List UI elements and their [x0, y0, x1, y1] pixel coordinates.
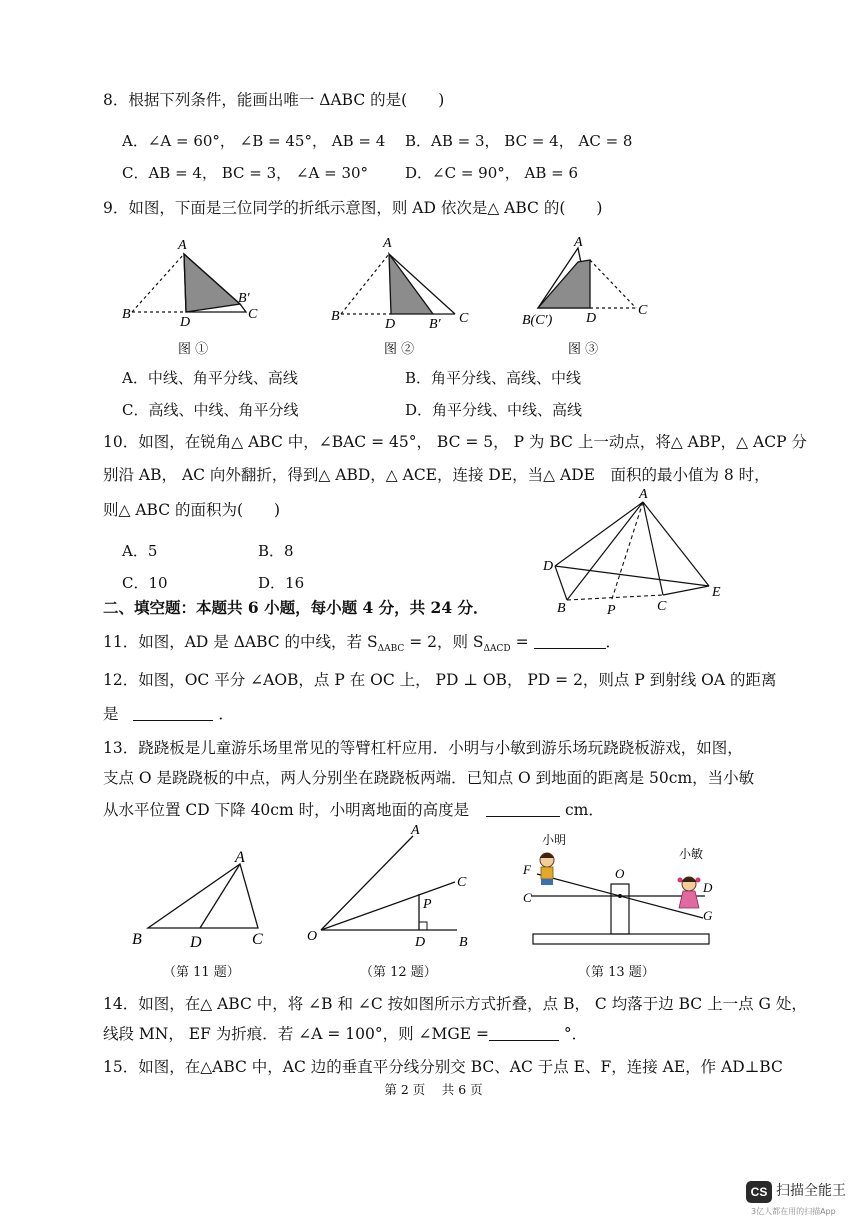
q11-caption: （第 11 题） [163, 965, 240, 980]
fig3-label-a: A [574, 235, 583, 250]
q8-option-a: A．∠A = 60°， ∠B = 45°， AB = 4 [122, 132, 386, 150]
q11-figure [128, 848, 278, 952]
q10-figure [535, 480, 735, 620]
q12-label-c: C [457, 875, 467, 890]
q10-line-1: 10．如图，在锐角△ ABC 中，∠BAC = 45°， BC = 5， P 为 BC 上一动点，将△ ABP，△ ACP 分 [103, 433, 807, 451]
q14-line-1: 14．如图，在△ ABC 中，将 ∠B 和 ∠C 按如图所示方式折叠，点 B， C 均落于边 BC 上一点 G 处， [103, 995, 807, 1013]
fig3-label-bc: B(C′) [522, 313, 553, 328]
q9-figure-1 [118, 232, 268, 332]
q13-label-g: G [703, 908, 713, 923]
q9-option-a: A．中线、角平分线、高线 [122, 369, 298, 387]
q13-label-o: O [615, 866, 625, 881]
q10-option-c: C．10 [122, 574, 168, 592]
q13-figure [515, 830, 725, 952]
q9-figure-2 [325, 230, 475, 330]
q11-label-b: B [132, 931, 142, 948]
q10-label-c: C [657, 599, 667, 614]
q14-line-2: 线段 MN， EF 为折痕．若 ∠A = 100°，则 ∠MGE = °． [103, 1025, 588, 1043]
fig1-label-a: A [178, 238, 187, 253]
q10-option-a: A．5 [122, 542, 158, 560]
fig2-label-a: A [383, 236, 392, 251]
q9-option-d: D．角平分线、中线、高线 [405, 401, 583, 419]
girl-figure [678, 877, 701, 908]
q13-line-3: 从水平位置 CD 下降 40cm 时，小明离地面的高度是 cm． [103, 801, 604, 819]
q8-option-c: C．AB = 4， BC = 3， ∠A = 30° [122, 164, 369, 182]
fig1-label-c: C [248, 307, 258, 322]
q12-line-2: 是 ． [103, 705, 234, 723]
q8-option-d: D．∠C = 90°， AB = 6 [405, 164, 579, 182]
q8-option-b: B．AB = 3， BC = 4， AC = 8 [405, 132, 633, 150]
q10-label-b: B [557, 601, 566, 616]
q12-label-d: D [415, 935, 426, 950]
q9-option-c: C．高线、中线、角平分线 [122, 401, 299, 419]
q12-figure [303, 822, 483, 952]
fig1-label-bprime: B′ [238, 291, 250, 306]
q9-figure-3 [518, 230, 668, 330]
q13-line-2: 支点 O 是跷跷板的中点，两人分别坐在跷跷板两端．已知点 O 到地面的距离是 50cm，当小敏 [103, 769, 755, 787]
q13-label-c: C [523, 890, 532, 905]
q8-stem: 8．根据下列条件，能画出唯一 ΔABC 的是( ) [103, 91, 445, 109]
q15-line-1: 15．如图，在△ABC 中，AC 边的垂直平分线分别交 BC、AC 于点 E、F，连接 AE，作 AD⊥BC [103, 1058, 783, 1076]
q14-answer-blank[interactable] [489, 1026, 559, 1041]
page-footer: 第 2 页 共 6 页 [384, 1082, 483, 1097]
q9-stem: 9．如图，下面是三位同学的折纸示意图，则 AD 依次是△ ABC 的( ) [103, 199, 603, 217]
q12-label-b: B [459, 935, 468, 950]
q13-answer-blank[interactable] [486, 802, 560, 817]
q13-caption: （第 13 题） [578, 965, 655, 980]
q10-line-3: 则△ ABC 的面积为( ) [103, 501, 281, 519]
q10-label-e: E [712, 585, 721, 600]
q10-label-a: A [639, 487, 648, 502]
camscanner-tagline: 3亿人都在用的扫描App [751, 1207, 836, 1216]
q12-label-p: P [423, 897, 432, 912]
fig2-label-c: C [459, 311, 469, 326]
q10-label-p: P [607, 603, 616, 618]
fig1-label-b: B [122, 307, 131, 322]
q11-stem: 11．如图，AD 是 ΔABC 的中线，若 $S_{\Delta ABC} = 2$，则 $S_{\Delta ACD}$ = ． [103, 633, 622, 655]
fig2-label-b: B [331, 309, 340, 324]
q12-label-o: O [307, 929, 318, 944]
q9-option-b: B．角平分线、高线、中线 [405, 369, 582, 387]
q12-line-1: 12．如图，OC 平分 ∠AOB，点 P 在 OC 上， PD ⊥ OB， PD = 2，则点 P 到射线 OA 的距离 [103, 671, 777, 689]
section-2-heading: 二、填空题：本题共 6 小题，每小题 4 分，共 24 分． [103, 598, 489, 617]
boy-figure [540, 853, 554, 885]
q11-label-d: D [190, 934, 202, 951]
q12-caption: （第 12 题） [360, 965, 437, 980]
q10-line-2: 别沿 AB， AC 向外翻折，得到△ ABD，△ ACE，连接 DE，当△ ADE 面积的最小值为 8 时， [103, 466, 770, 484]
q10-option-d: D．16 [258, 574, 305, 592]
fig1-label-d: D [180, 315, 191, 330]
q13-name-left: 小明 [542, 833, 567, 847]
q12-answer-blank[interactable] [133, 706, 213, 721]
fig3-label-d: D [586, 311, 597, 326]
q13-line-1: 13．跷跷板是儿童游乐场里常见的等臂杠杆应用．小明与小敏到游乐场玩跷跷板游戏，如图， [103, 739, 743, 757]
camscanner-logo-icon: CS [746, 1181, 772, 1203]
fig3-label-c: C [638, 303, 648, 318]
fig2-label-bprime: B′ [429, 317, 441, 330]
q13-label-d: D [703, 880, 713, 895]
camscanner-name: 扫描全能王 [776, 1183, 846, 1199]
q13-label-f: F [523, 862, 531, 877]
q9-caption-2: 图 ② [384, 342, 415, 357]
q9-caption-1: 图 ① [178, 342, 209, 357]
q10-option-b: B．8 [258, 542, 294, 560]
q11-label-a: A [235, 849, 245, 866]
q10-label-d: D [543, 559, 554, 574]
q9-caption-3: 图 ③ [568, 342, 599, 357]
q12-label-a: A [411, 823, 420, 838]
fig2-label-d: D [385, 317, 396, 330]
q11-label-c: C [252, 931, 263, 948]
q13-name-right: 小敏 [679, 847, 704, 861]
q11-answer-blank[interactable] [534, 634, 606, 649]
